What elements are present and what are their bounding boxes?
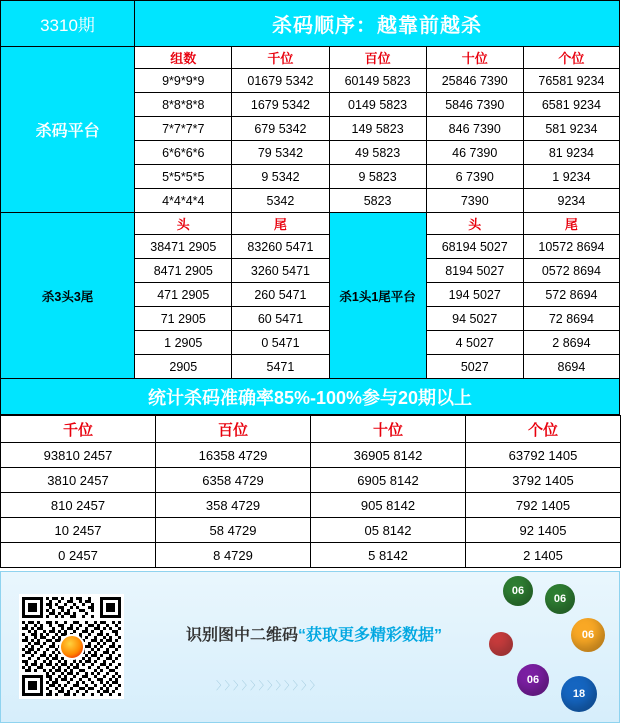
cell-tens: 5846 7390 <box>426 93 523 117</box>
cell-tail-1: 60 5471 <box>232 307 329 331</box>
cell-head-1: 471 2905 <box>135 283 232 307</box>
cell-head-2: 68194 5027 <box>426 235 523 259</box>
col-header-units: 个位 <box>523 47 619 69</box>
cell-tail-2: 0572 8694 <box>523 259 619 283</box>
cell-hundreds: 16358 4729 <box>156 443 311 468</box>
cell-head-1: 2905 <box>135 355 232 379</box>
cell-group: 7*7*7*7 <box>135 117 232 141</box>
page-title: 杀码顺序：越靠前越杀 <box>135 1 619 46</box>
cell-units: 9234 <box>523 189 619 213</box>
cell-units: 581 9234 <box>523 117 619 141</box>
promo-text-highlight: “获取更多精彩数据” <box>298 627 443 644</box>
cell-units: 792 1405 <box>466 493 621 518</box>
col-header-groups: 组数 <box>135 47 232 69</box>
cell-tens: 6 7390 <box>426 165 523 189</box>
cell-units: 1 9234 <box>523 165 619 189</box>
promo-footer <box>0 571 620 723</box>
col-header-hundreds: 百位 <box>329 47 426 69</box>
cell-hundreds: 49 5823 <box>329 141 426 165</box>
cell-units: 92 1405 <box>466 518 621 543</box>
cell-thousands: 0 2457 <box>1 543 156 568</box>
cell-tail-1: 0 5471 <box>232 331 329 355</box>
col-header-tail-2: 尾 <box>523 213 619 235</box>
promo-text <box>186 622 442 645</box>
cell-hundreds: 149 5823 <box>329 117 426 141</box>
cell-tail-2: 8694 <box>523 355 619 379</box>
cell-tens: 6905 8142 <box>311 468 466 493</box>
cell-head-1: 71 2905 <box>135 307 232 331</box>
cell-tens: 846 7390 <box>426 117 523 141</box>
kill-code-table <box>0 46 620 379</box>
cell-thousands: 1679 5342 <box>232 93 329 117</box>
cell-tens: 905 8142 <box>311 493 466 518</box>
cell-thousands: 810 2457 <box>1 493 156 518</box>
col-header-tail-1: 尾 <box>232 213 329 235</box>
cell-group: 9*9*9*9 <box>135 69 232 93</box>
table-header-row <box>1 416 621 443</box>
lottery-ball: 06 <box>503 576 533 606</box>
page-header <box>0 0 620 46</box>
accuracy-banner: 统计杀码准确率85%-100%参与20期以上 <box>0 379 620 415</box>
col-header-thousands: 千位 <box>232 47 329 69</box>
cell-tens: 25846 7390 <box>426 69 523 93</box>
cell-thousands: 679 5342 <box>232 117 329 141</box>
lottery-ball: 18 <box>561 676 597 712</box>
cell-units: 63792 1405 <box>466 443 621 468</box>
kill-code-platform-label: 杀码平台 <box>1 47 135 213</box>
cell-thousands: 5342 <box>232 189 329 213</box>
qr-logo-icon <box>59 634 85 660</box>
table-row <box>1 443 621 468</box>
cell-tens: 7390 <box>426 189 523 213</box>
table-row <box>1 493 621 518</box>
cell-tens: 5 8142 <box>311 543 466 568</box>
cell-head-1: 38471 2905 <box>135 235 232 259</box>
cell-head-1: 8471 2905 <box>135 259 232 283</box>
col-header-tens: 十位 <box>311 416 466 443</box>
cell-thousands: 79 5342 <box>232 141 329 165</box>
cell-tail-2: 10572 8694 <box>523 235 619 259</box>
cell-tail-1: 5471 <box>232 355 329 379</box>
lottery-ball <box>489 632 513 656</box>
cell-units: 2 1405 <box>466 543 621 568</box>
cell-tail-1: 260 5471 <box>232 283 329 307</box>
table-row <box>1 518 621 543</box>
cell-hundreds: 9 5823 <box>329 165 426 189</box>
cell-hundreds: 60149 5823 <box>329 69 426 93</box>
cell-head-2: 5027 <box>426 355 523 379</box>
cell-head-2: 4 5027 <box>426 331 523 355</box>
cell-thousands: 3810 2457 <box>1 468 156 493</box>
cell-head-2: 8194 5027 <box>426 259 523 283</box>
cell-hundreds: 358 4729 <box>156 493 311 518</box>
cell-group: 6*6*6*6 <box>135 141 232 165</box>
cell-head-2: 194 5027 <box>426 283 523 307</box>
statistics-table <box>0 415 621 568</box>
cell-tail-2: 72 8694 <box>523 307 619 331</box>
cell-head-1: 1 2905 <box>135 331 232 355</box>
cell-thousands: 93810 2457 <box>1 443 156 468</box>
kill-3head-3tail-label: 杀3头3尾 <box>1 213 135 379</box>
cell-tail-2: 2 8694 <box>523 331 619 355</box>
cell-thousands: 10 2457 <box>1 518 156 543</box>
table-row <box>1 468 621 493</box>
cell-units: 6581 9234 <box>523 93 619 117</box>
table-header-row <box>1 47 620 69</box>
cell-units: 3792 1405 <box>466 468 621 493</box>
lottery-ball: 06 <box>545 584 575 614</box>
col-header-units: 个位 <box>466 416 621 443</box>
cell-hundreds: 0149 5823 <box>329 93 426 117</box>
cell-units: 76581 9234 <box>523 69 619 93</box>
cell-units: 81 9234 <box>523 141 619 165</box>
cell-tail-1: 83260 5471 <box>232 235 329 259</box>
kill-1head-1tail-platform-label: 杀1头1尾平台 <box>329 213 426 379</box>
table-header-row-2 <box>1 213 620 235</box>
issue-number: 3310期 <box>1 1 135 46</box>
qr-code-image[interactable] <box>19 594 124 699</box>
arrow-decoration: 〉〉〉〉〉〉〉〉〉〉〉〉 <box>216 680 324 692</box>
cell-group: 4*4*4*4 <box>135 189 232 213</box>
cell-group: 5*5*5*5 <box>135 165 232 189</box>
table-row <box>1 543 621 568</box>
lottery-ball: 06 <box>571 618 605 652</box>
col-header-hundreds: 百位 <box>156 416 311 443</box>
col-header-head-1: 头 <box>135 213 232 235</box>
col-header-thousands: 千位 <box>1 416 156 443</box>
cell-tens: 46 7390 <box>426 141 523 165</box>
cell-thousands: 9 5342 <box>232 165 329 189</box>
col-header-head-2: 头 <box>426 213 523 235</box>
cell-hundreds: 6358 4729 <box>156 468 311 493</box>
cell-thousands: 01679 5342 <box>232 69 329 93</box>
cell-tail-1: 3260 5471 <box>232 259 329 283</box>
cell-group: 8*8*8*8 <box>135 93 232 117</box>
cell-hundreds: 8 4729 <box>156 543 311 568</box>
lottery-ball: 06 <box>517 664 549 696</box>
cell-head-2: 94 5027 <box>426 307 523 331</box>
promo-text-prefix: 识别图中二维码 <box>186 627 299 644</box>
cell-hundreds: 58 4729 <box>156 518 311 543</box>
cell-tail-2: 572 8694 <box>523 283 619 307</box>
cell-tens: 05 8142 <box>311 518 466 543</box>
col-header-tens: 十位 <box>426 47 523 69</box>
cell-tens: 36905 8142 <box>311 443 466 468</box>
cell-hundreds: 5823 <box>329 189 426 213</box>
